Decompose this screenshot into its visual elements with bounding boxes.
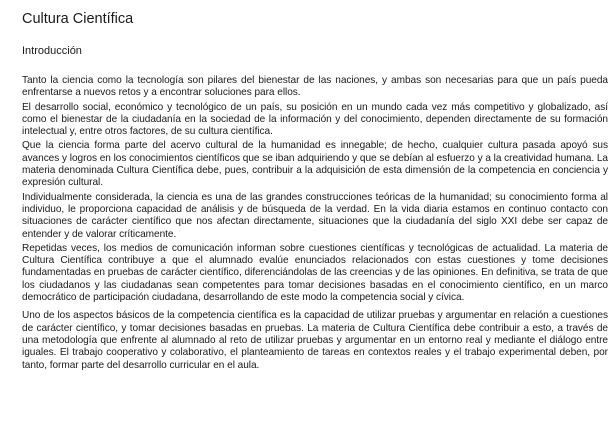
paragraph-4: Individualmente considerada, la ciencia es una de las grandes construcciones teóricas de la humanidad; su conocimiento forma al individuo, le proporciona capacidad de análisis y de búsqueda de la verdad. En la vida diaria estamos en continuo contacto con situaciones de carácter científico que nos afectan directamente, situaciones que la ciudadanía del siglo XXI debe ser capaz de entender y de valorar críticamente. — [22, 191, 608, 240]
section-heading: Introducción — [22, 45, 82, 57]
document-page — [22, 10, 608, 374]
paragraph-1: Tanto la ciencia como la tecnología son pilares del bienestar de las naciones, y ambas son necesarias para que un país pueda enfrentarse a nuevos retos y a encontrar soluciones para ellos. — [22, 75, 608, 99]
paragraph-6: Uno de los aspectos básicos de la competencia científica es la capacidad de utilizar pruebas y argumentar en relación a cuestiones de carácter científico, y tomar decisiones basadas en pruebas. La materia de Cultura Científica debe contribuir a esto, a través de una metodología que enfrente al alumnado al reto de utilizar pruebas y argumentar en un entorno real y mediante el diálogo entre iguales. El trabajo cooperativo y colaborativo, el planteamiento de tareas en contextos reales y el trabajo experimental deben, por tanto, formar parte del desarrollo curricular en el aula. — [22, 310, 608, 371]
paragraph-5: Repetidas veces, los medios de comunicación informan sobre cuestiones científicas y tecnológicas de actualidad. La materia de Cultura Científica contribuye a que el alumnado evalúe enunciados relacionados con estas cuestiones y tome decisiones fundamentadas en pruebas de carácter científico, diferenciándolas de las creencias y de las opiniones. En definitiva, se trata de que los ciudadanos y las ciudadanas sean competentes para tomar decisiones basadas en el conocimiento científico, en un marco democrático de participación ciudadana, desarrollando de este modo la competencia social y cívica. — [22, 242, 608, 304]
paragraph-2: El desarrollo social, económico y tecnológico de un país, su posición en un mundo cada vez más competitivo y globalizado, así como el bienestar de la ciudadanía en la sociedad de la información y del conocimiento, dependen directamente de su formación intelectual y, entre otros factores, de su cultura científica. — [22, 101, 608, 138]
paragraph-3: Que la ciencia forma parte del acervo cultural de la humanidad es innegable; de hecho, cualquier cultura pasada apoyó sus avances y logros en los conocimientos científicos que se iban adquiriendo y que se debían al esfuerzo y a la creatividad humana. La materia denominada Cultura Científica debe, pues, contribuir a la adquisición de esta dimensión de la competencia en conciencia y expresión cultural. — [22, 140, 608, 189]
document-title: Cultura Científica — [22, 11, 134, 27]
